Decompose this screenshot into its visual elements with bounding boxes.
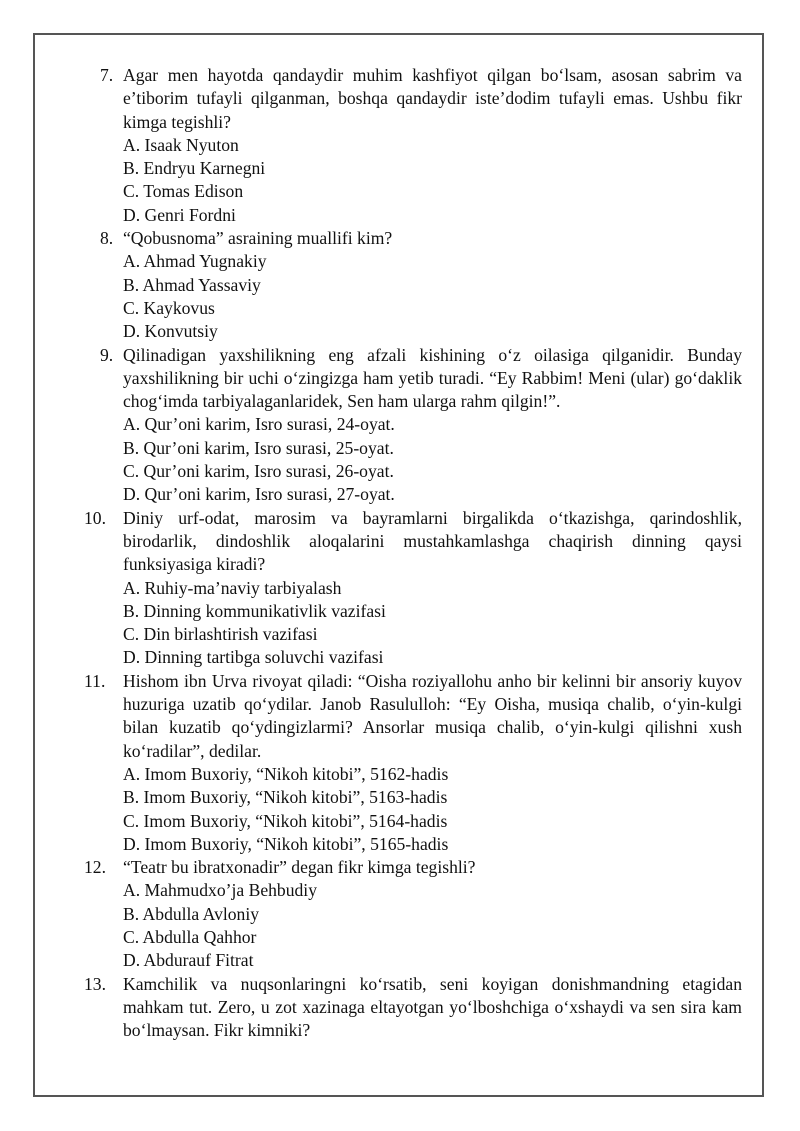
answer-option-a: A. Imom Buxoriy, “Nikoh kitobi”, 5162-hadis <box>123 763 449 784</box>
answer-option-a: A. Isaak Nyuton <box>123 134 239 155</box>
answer-option-c: C. Qur’oni karim, Isro surasi, 26-oyat. <box>123 461 394 482</box>
question-11 <box>84 670 742 856</box>
question-text: Kamchilik va nuqsonlaringni ko‘rsatib, seni koyigan donishmandning etagidan mahkam tut. Zero, u zot xazinaga eltayotgan yo‘lboshchiga o‘xshaydi va sen sira kam bo‘lmaysan. Fikr kimniki? <box>123 973 742 1041</box>
answer-option-b: B. Endryu Karnegni <box>123 158 266 179</box>
question-text: Agar men hayotda qandaydir muhim kashfiyot qilgan bo‘lsam, asosan sabrim va e’tiborim tufayli qilganman, boshqa qandaydir iste’dodim tufayli emas. Ushbu fikr kimga tegishli? <box>123 65 742 132</box>
answer-option-b: B. Imom Buxoriy, “Nikoh kitobi”, 5163-hadis <box>123 787 448 808</box>
answer-option-a: A. Mahmudxo’ja Behbudiy <box>123 880 317 901</box>
answer-option-c: C. Din birlashtirish vazifasi <box>123 624 318 645</box>
answer-option-d: D. Qur’oni karim, Isro surasi, 27-oyat. <box>123 484 395 505</box>
answer-option-c: C. Tomas Edison <box>123 181 244 202</box>
answer-option-a: A. Ahmad Yugnakiy <box>123 251 267 272</box>
answer-option-d: D. Genri Fordni <box>123 204 236 225</box>
answer-option-c: C. Imom Buxoriy, “Nikoh kitobi”, 5164-hadis <box>123 810 448 831</box>
question-number: 11. <box>84 670 106 691</box>
question-12 <box>84 856 742 972</box>
question-text: Diniy urf-odat, marosim va bayramlarni birgalikda o‘tkazishga, qarindoshlik, birodarlik, dindoshlik aloqalarini mustahkamlashga chaqirish dinning qaysi funksiyasiga kiradi? <box>123 507 742 575</box>
answer-option-a: A. Ruhiy-ma’naviy tarbiyalash <box>123 577 342 598</box>
answer-option-d: D. Imom Buxoriy, “Nikoh kitobi”, 5165-hadis <box>123 833 449 854</box>
question-7 <box>84 64 742 227</box>
answer-option-c: C. Abdulla Qahhor <box>123 926 257 947</box>
answer-option-a: A. Qur’oni karim, Isro surasi, 24-oyat. <box>123 414 395 435</box>
question-number: 7. <box>100 65 114 85</box>
question-10 <box>84 507 742 670</box>
answer-option-d: D. Dinning tartibga soluvchi vazifasi <box>123 647 384 668</box>
question-number: 13. <box>84 973 106 994</box>
question-text: Qilinadigan yaxshilikning eng afzali kishining o‘z oilasiga qilganidir. Bunday yaxshilikning bir uchi o‘zingizga ham yetib turadi. “Ey Rabbim! Meni (ular) go‘daklik chog‘imda tarbiyalaganlaridek, Sen ham ularga rahm qilgin!”. <box>123 344 742 412</box>
question-9 <box>84 344 742 507</box>
answer-option-b: B. Abdulla Avloniy <box>123 903 260 924</box>
question-text: Hishom ibn Urva rivoyat qiladi: “Oisha roziyallohu anho bir kelinni bir ansoriy kuyov huzuriga uzatib qo‘ydilar. Janob Rasululloh: “Ey Oisha, musiqa chalib, o‘yin-kulgi bilan kuzatib qo‘ydingizlarmi? Ansorlar musiqa chalib, o‘yin-kulgi qilishni xush ko‘radilar”, dedilar. <box>123 670 742 761</box>
answer-option-b: B. Dinning kommunikativlik vazifasi <box>123 600 386 621</box>
question-13 <box>84 973 742 1043</box>
question-number: 12. <box>84 857 106 878</box>
answer-option-b: B. Qur’oni karim, Isro surasi, 25-oyat. <box>123 437 394 458</box>
answer-option-b: B. Ahmad Yassaviy <box>123 274 261 295</box>
question-number: 9. <box>100 344 114 365</box>
question-text: “Qobusnoma” asraining muallifi kim? <box>123 228 393 249</box>
question-text: “Teatr bu ibratxonadir” degan fikr kimga tegishli? <box>123 857 476 878</box>
question-number: 8. <box>100 228 114 249</box>
answer-option-d: D. Konvutsiy <box>123 321 218 342</box>
question-list <box>84 64 742 1042</box>
question-number: 10. <box>84 507 106 528</box>
question-8 <box>84 227 742 343</box>
answer-option-d: D. Abdurauf Fitrat <box>123 950 254 971</box>
answer-option-c: C. Kaykovus <box>123 297 215 318</box>
